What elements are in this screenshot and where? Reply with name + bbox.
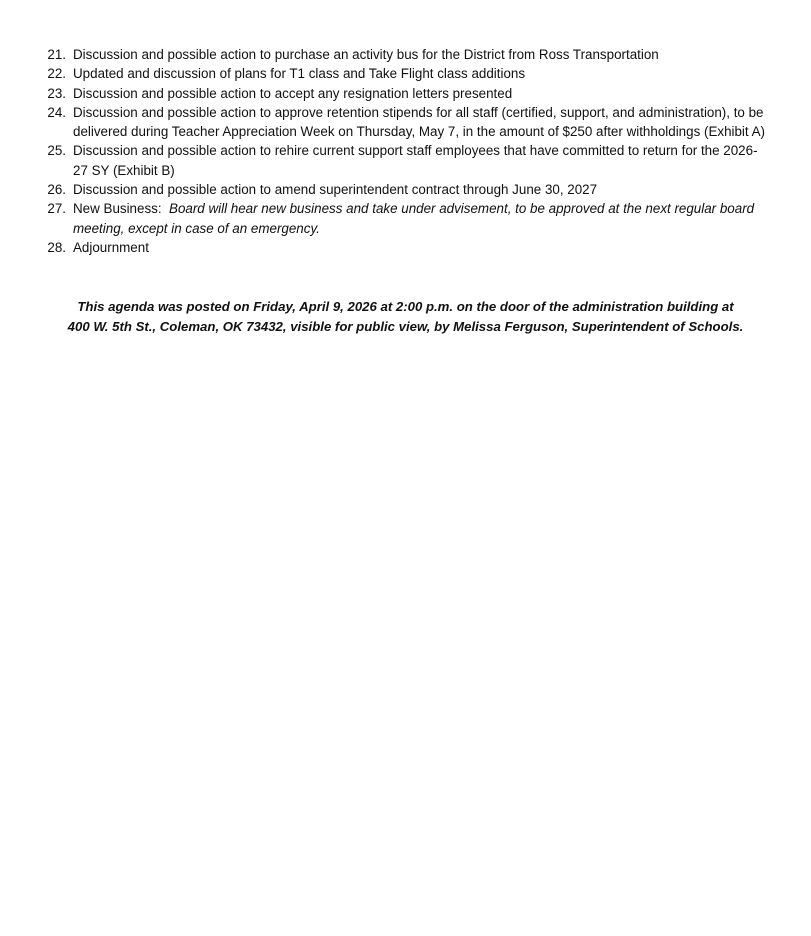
posting-notice-line-1: This agenda was posted on Friday, April 9, 2026 at 2:00 p.m. on the door of the administration building at xyxy=(77,299,734,314)
agenda-item-text: Discussion and possible action to approve retention stipends for all staff (certified, support, and administration), to be delivered during Teacher Appreciation Week on Thursday, May 7, in the amount of $250 after withholdings (Exhibit A) xyxy=(73,104,766,140)
agenda-item-text: Discussion and possible action to accept any resignation letters presented xyxy=(73,85,513,101)
agenda-item-25 xyxy=(42,141,772,180)
posting-notice xyxy=(40,297,771,336)
agenda-item-number: 23. xyxy=(47,85,66,101)
agenda-item-24 xyxy=(42,103,772,142)
agenda-item-27 xyxy=(42,199,772,238)
agenda-item-number: 22. xyxy=(47,66,66,82)
agenda-item-23 xyxy=(42,84,772,103)
agenda-item-28 xyxy=(42,238,772,257)
agenda-item-number: 27. xyxy=(47,201,66,217)
agenda-item-22 xyxy=(42,64,772,83)
agenda-item-26 xyxy=(42,180,772,199)
agenda-item-number: 25. xyxy=(47,143,66,159)
agenda-list xyxy=(42,45,772,257)
agenda-item-21 xyxy=(42,45,772,64)
agenda-item-number: 26. xyxy=(47,182,66,198)
agenda-item-text: Discussion and possible action to purchase an activity bus for the District from Ross Transportation xyxy=(73,47,659,62)
agenda-item-text: Adjournment xyxy=(73,239,149,255)
agenda-item-text: Updated and discussion of plans for T1 class and Take Flight class additions xyxy=(73,66,526,82)
agenda-item-number: 21. xyxy=(47,47,66,62)
agenda-item-text: New Business: Board will hear new business and take under advisement, to be approved at the next regular board meeting, except in case of an emergency. xyxy=(73,201,755,236)
posting-notice-line-2: 400 W. 5th St., Coleman, OK 73432, visible for public view, by Melissa Ferguson, Superintendent of Schools. xyxy=(67,318,744,334)
agenda-item-number: 24. xyxy=(47,104,66,120)
agenda-item-text: Discussion and possible action to amend superintendent contract through June 30, 2027 xyxy=(73,182,598,198)
agenda-item-text: Discussion and possible action to rehire current support staff employees that have committed to return for the 2026-27 SY (Exhibit B) xyxy=(73,143,758,178)
agenda-item-note: Board will hear new business and take under advisement, to be approved at the next regular board meeting, except in case of an emergency. xyxy=(73,201,755,236)
agenda-item-number: 28. xyxy=(47,239,66,255)
